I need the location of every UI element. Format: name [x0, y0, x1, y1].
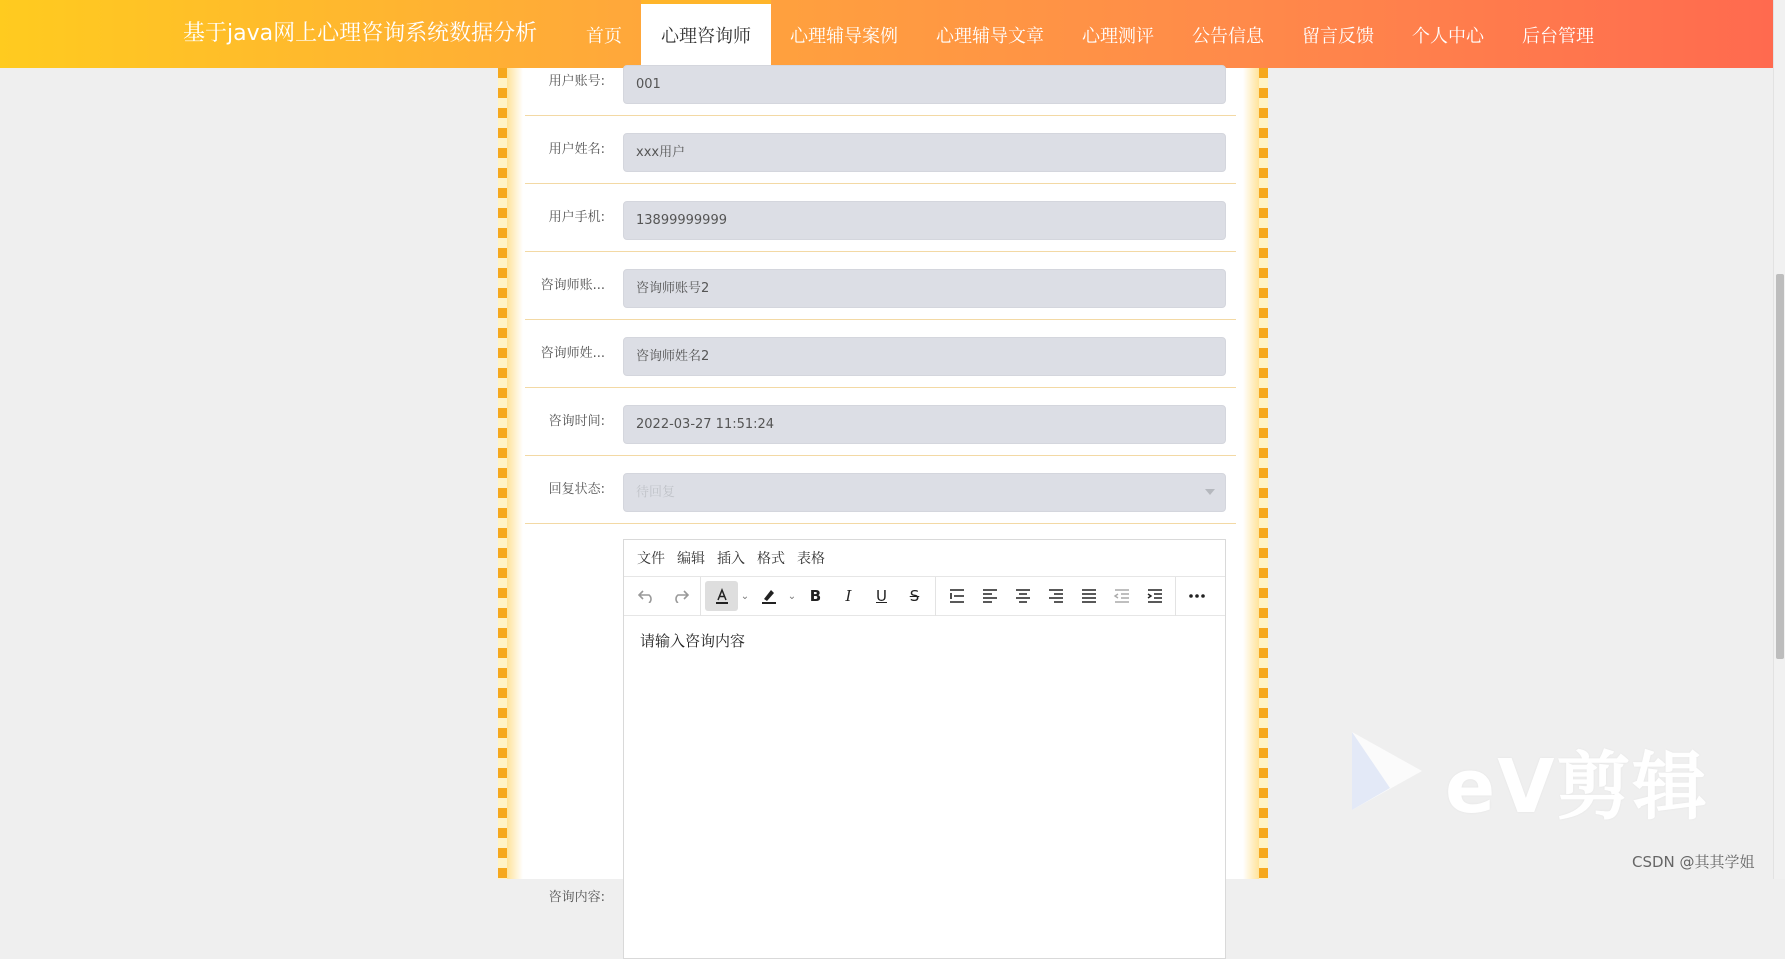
more-icon[interactable]: [1180, 581, 1213, 611]
ev-watermark-text: eV剪辑: [1445, 744, 1709, 830]
menu-insert[interactable]: 插入: [717, 551, 745, 567]
text-color-chevron-down-icon[interactable]: ⌄: [740, 590, 750, 602]
form-row-counselor-account: [525, 252, 1236, 320]
toolbar-separator: [1175, 577, 1176, 616]
toolbar-separator: [935, 577, 936, 616]
nav-item-assessment[interactable]: 心理测评: [1082, 26, 1154, 47]
counselor-name-input[interactable]: 咨询师姓名2: [623, 337, 1226, 376]
menu-file[interactable]: 文件: [637, 551, 665, 567]
outdent-icon[interactable]: [1105, 581, 1138, 611]
line-height-icon[interactable]: [940, 581, 973, 611]
nav-item-feedback[interactable]: 留言反馈: [1302, 26, 1374, 47]
scrollbar-thumb[interactable]: [1776, 274, 1784, 659]
consult-time-label: 咨询时间:: [548, 414, 605, 429]
italic-icon[interactable]: I: [845, 587, 852, 605]
consult-form-panel: [498, 68, 1268, 905]
strikethrough-icon[interactable]: S: [909, 587, 920, 605]
bold-icon[interactable]: B: [809, 587, 822, 605]
editor-content-area[interactable]: [624, 616, 1225, 665]
form-row-consult-time: [525, 388, 1236, 456]
reply-status-label: 回复状态:: [548, 482, 605, 497]
user-phone-input[interactable]: 13899999999: [623, 201, 1226, 240]
editor-menubar: [624, 540, 1225, 577]
nav-item-notices[interactable]: 公告信息: [1192, 26, 1264, 47]
consult-content-label: 咨询内容:: [548, 890, 605, 905]
text-color-icon[interactable]: [705, 581, 738, 611]
menu-table[interactable]: 表格: [797, 551, 825, 567]
reply-status-select[interactable]: [623, 473, 1226, 512]
counselor-account-input[interactable]: 咨询师账号2: [623, 269, 1226, 308]
form-row-user-name: [525, 116, 1236, 184]
site-title: 基于java网上心理咨询系统数据分析: [183, 21, 538, 46]
reply-status-placeholder: 待回复: [636, 485, 676, 500]
nav-item-home[interactable]: 首页: [586, 26, 622, 47]
form-row-reply-status: [525, 456, 1236, 524]
user-name-input[interactable]: xxx用户: [623, 133, 1226, 172]
redo-icon[interactable]: [663, 581, 696, 611]
align-right-icon[interactable]: [1039, 581, 1072, 611]
align-left-icon[interactable]: [973, 581, 1006, 611]
align-center-icon[interactable]: [1006, 581, 1039, 611]
toolbar-separator: [700, 577, 701, 616]
nav-item-counselor[interactable]: 心理咨询师: [641, 0, 771, 68]
underline-icon[interactable]: U: [876, 587, 887, 605]
page-scrollbar[interactable]: [1773, 0, 1785, 879]
chevron-down-icon: [1205, 489, 1215, 495]
consult-time-input[interactable]: 2022-03-27 11:51:24: [623, 405, 1226, 444]
undo-icon[interactable]: [630, 581, 663, 611]
user-account-label: 用户账号:: [548, 74, 605, 89]
counselor-name-label: 咨询师姓...: [540, 346, 605, 361]
rich-text-editor: [623, 539, 1226, 959]
counselor-account-label: 咨询师账...: [540, 278, 605, 293]
user-account-input[interactable]: 001: [623, 65, 1226, 104]
form-row-user-account: [525, 48, 1236, 116]
form-row-user-phone: [525, 184, 1236, 252]
align-justify-icon[interactable]: [1072, 581, 1105, 611]
indent-icon[interactable]: [1138, 581, 1171, 611]
csdn-watermark: CSDN @其其学姐: [1632, 853, 1755, 871]
user-name-label: 用户姓名:: [548, 142, 605, 157]
highlight-color-icon[interactable]: [752, 581, 785, 611]
nav-item-admin[interactable]: 后台管理: [1522, 26, 1594, 47]
editor-placeholder: 请输入咨询内容: [640, 632, 746, 650]
form-row-counselor-name: [525, 320, 1236, 388]
editor-toolbar: [624, 577, 1225, 616]
menu-format[interactable]: 格式: [757, 551, 785, 567]
highlight-chevron-down-icon[interactable]: ⌄: [787, 590, 797, 602]
nav-item-articles[interactable]: 心理辅导文章: [936, 26, 1044, 47]
nav-item-cases[interactable]: 心理辅导案例: [790, 26, 898, 47]
menu-edit[interactable]: 编辑: [677, 551, 705, 567]
nav-item-profile[interactable]: 个人中心: [1412, 26, 1484, 47]
user-phone-label: 用户手机:: [548, 210, 605, 225]
